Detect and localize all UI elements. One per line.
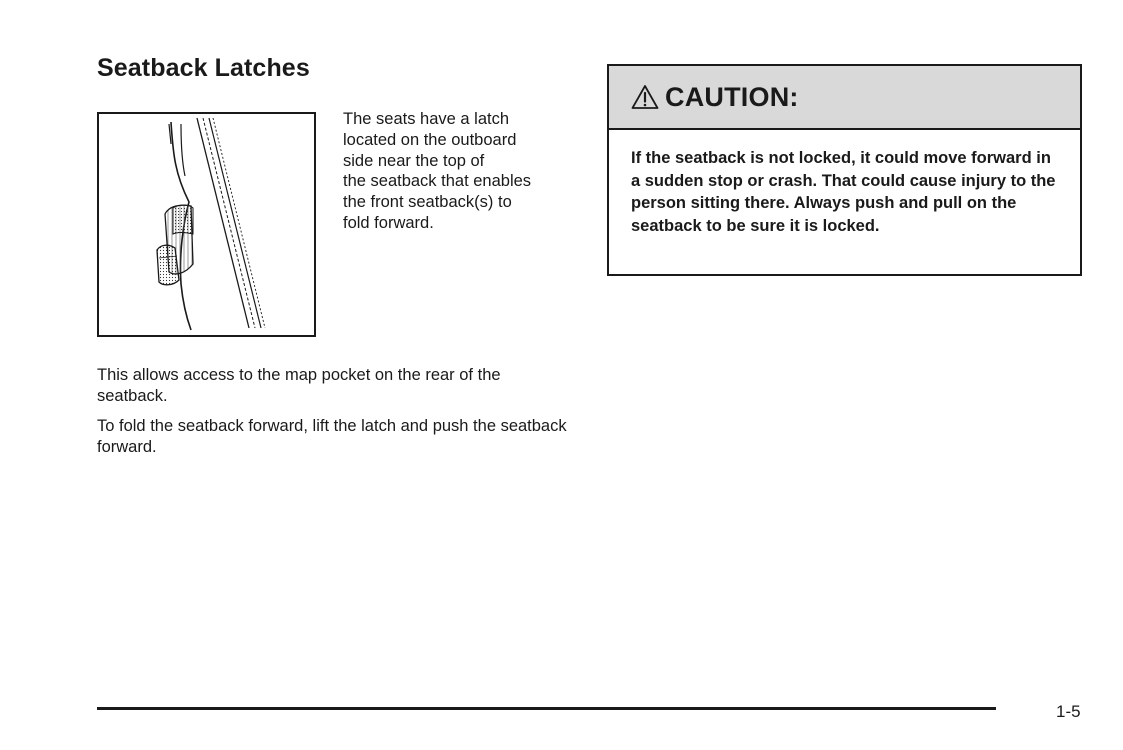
trim-line-2 xyxy=(203,118,255,328)
body-paragraph-fold-instructions: To fold the seatback forward, lift the latch and push the seatback forward. xyxy=(97,417,567,456)
seatback-latch-drawing xyxy=(99,114,314,335)
caution-box xyxy=(607,64,1082,276)
latch-lever xyxy=(157,245,179,285)
section-title: Seatback Latches xyxy=(97,54,310,82)
caution-header xyxy=(609,66,1080,130)
latch-description: The seats have a latch located on the outboard side near the top of the seatback that enables the front seatback(s) to fold forward. xyxy=(343,110,532,232)
caution-title: CAUTION: xyxy=(665,81,799,112)
page-number: 1-5 xyxy=(1056,702,1081,721)
trim-line-1 xyxy=(197,118,249,328)
latch-handle-top xyxy=(173,205,193,234)
footer-rule xyxy=(97,707,996,710)
body-paragraph-map-pocket: This allows access to the map pocket on the rear of the seatback. xyxy=(97,366,501,405)
trim-line-4 xyxy=(213,118,265,328)
caution-body: If the seatback is not locked, it could move forward in a sudden stop or crash. That could cause injury to the person sitting there. Always push and pull on the seatback to be sure it is locked. xyxy=(631,149,1056,235)
seatback-latch-illustration xyxy=(97,112,316,337)
seatback-seam-line xyxy=(181,124,185,176)
trim-line-3 xyxy=(209,118,261,328)
warning-triangle-icon xyxy=(631,84,659,110)
